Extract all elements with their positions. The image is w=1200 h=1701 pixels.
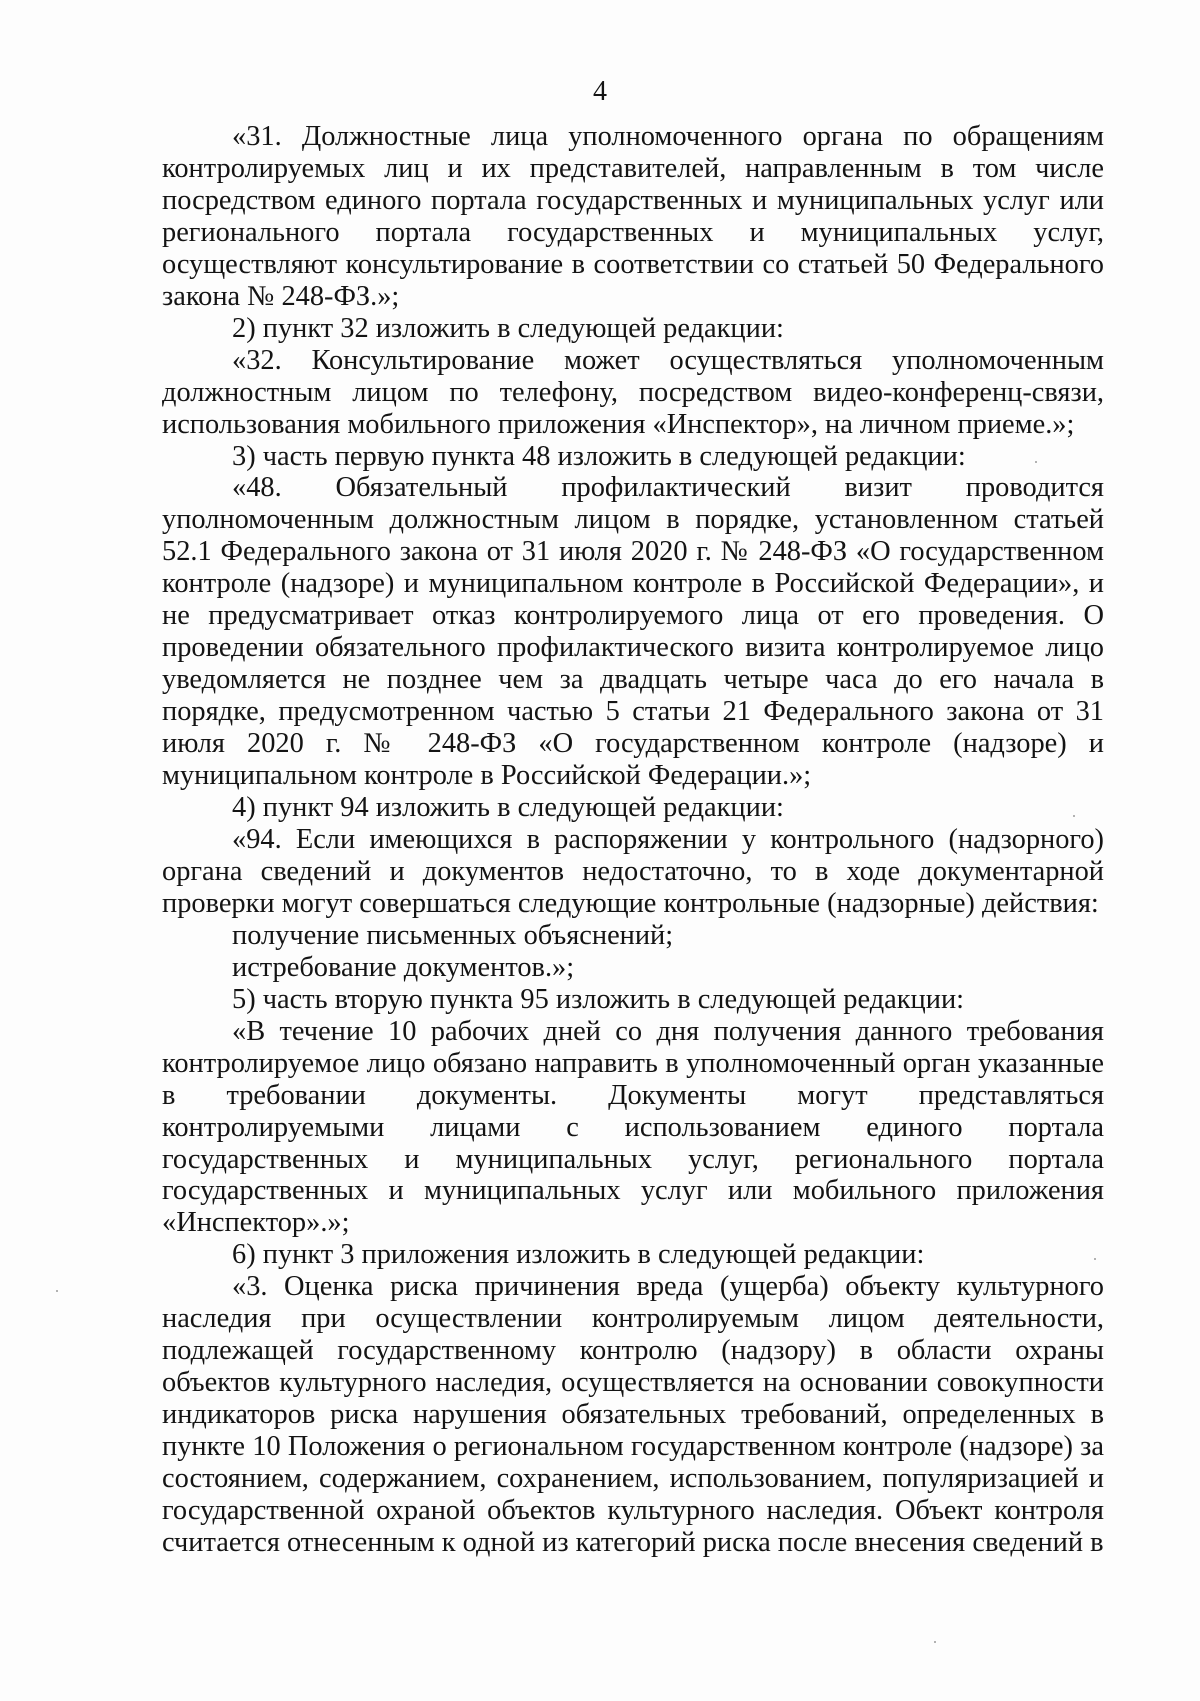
list-item-documents: истребование документов.»;	[232, 951, 575, 983]
amendment-4-heading: 4) пункт 94 изложить в следующей редакции:	[232, 792, 784, 824]
document-body	[162, 121, 1104, 1559]
page-number: 4	[593, 76, 607, 107]
amendment-2-heading: 2) пункт 32 изложить в следующей редакции:	[232, 312, 784, 344]
scan-speck	[1073, 815, 1075, 817]
list-item-explanations: получение письменных объяснений;	[232, 919, 674, 951]
amendment-3-heading: 3) часть первую пункта 48 изложить в следующей редакции:	[232, 440, 966, 472]
scan-speck	[56, 1290, 58, 1292]
paragraph-item-94: «94. Если имеющихся в распоряжении у контрольного (надзорного) органа сведений и документов недостаточно, то в ходе документарной проверки могут совершаться следующие контрольные (надзорные) действия:	[162, 823, 1104, 919]
paragraph-item-95-part-2: «В течение 10 рабочих дней со дня получения данного требования контролируемое лицо обязано направить в уполномоченный орган указанные в требовании документы. Документы могут представляться контролируемыми лицами с использованием единого портала государственных и муниципальных услуг, регионального портала государственных и муниципальных услуг или мобильного приложения «Инспектор».»;	[162, 1015, 1104, 1239]
amendment-5-heading: 5) часть вторую пункта 95 изложить в следующей редакции:	[232, 983, 965, 1015]
scan-speck	[1094, 1258, 1096, 1260]
paragraph-item-32: «32. Консультирование может осуществляться уполномоченным должностным лицом по телефону, посредством видео-конференц-связи, использования мобильного приложения «Инспектор», на личном приеме.»;	[162, 344, 1104, 440]
scan-speck	[1035, 461, 1037, 463]
paragraph-item-48: «48. Обязательный профилактический визит проводится уполномоченным должностным лицом в порядке, установленном статьей 52.1 Федерального закона от 31 июля 2020 г. № 248-ФЗ «О государственном контроле (надзоре) и муниципальном контроле в Российской Федерации», и не предусматривает отказ контролируемого лица от его проведения. О проведении обязательного профилактического визита контролируемое лицо уведомляется не позднее чем за двадцать четыре часа до его начала в порядке, предусмотренном частью 5 статьи 21 Федерального закона от 31 июля 2020 г. № 248-ФЗ «О государственном контроле (надзоре) и муниципальном контроле в Российской Федерации.»;	[162, 472, 1104, 792]
paragraph-appendix-item-3: «3. Оценка риска причинения вреда (ущерба) объекту культурного наследия при осуществлении контролируемым лицом деятельности, подлежащей государственному контролю (надзору) в области охраны объектов культурного наследия, осуществляется на основании совокупности индикаторов риска нарушения обязательных требований, определенных в пункте 10 Положения о региональном государственном контроле (надзоре) за состоянием, содержанием, сохранением, использованием, популяризацией и государственной охраной объектов культурного наследия. Объект контроля считается отнесенным к одной из категорий риска после внесения сведений в	[162, 1271, 1104, 1558]
paragraph-item-31: «31. Должностные лица уполномоченного органа по обращениям контролируемых лиц и их представителей, направленным в том числе посредством единого портала государственных и муниципальных услуг или регионального портала государственных и муниципальных услуг, осуществляют консультирование в соответствии со статьей 50 Федерального закона № 248-ФЗ.»;	[162, 121, 1104, 312]
amendment-6-heading: 6) пункт 3 приложения изложить в следующей редакции:	[232, 1239, 925, 1271]
scan-speck	[934, 1641, 936, 1643]
